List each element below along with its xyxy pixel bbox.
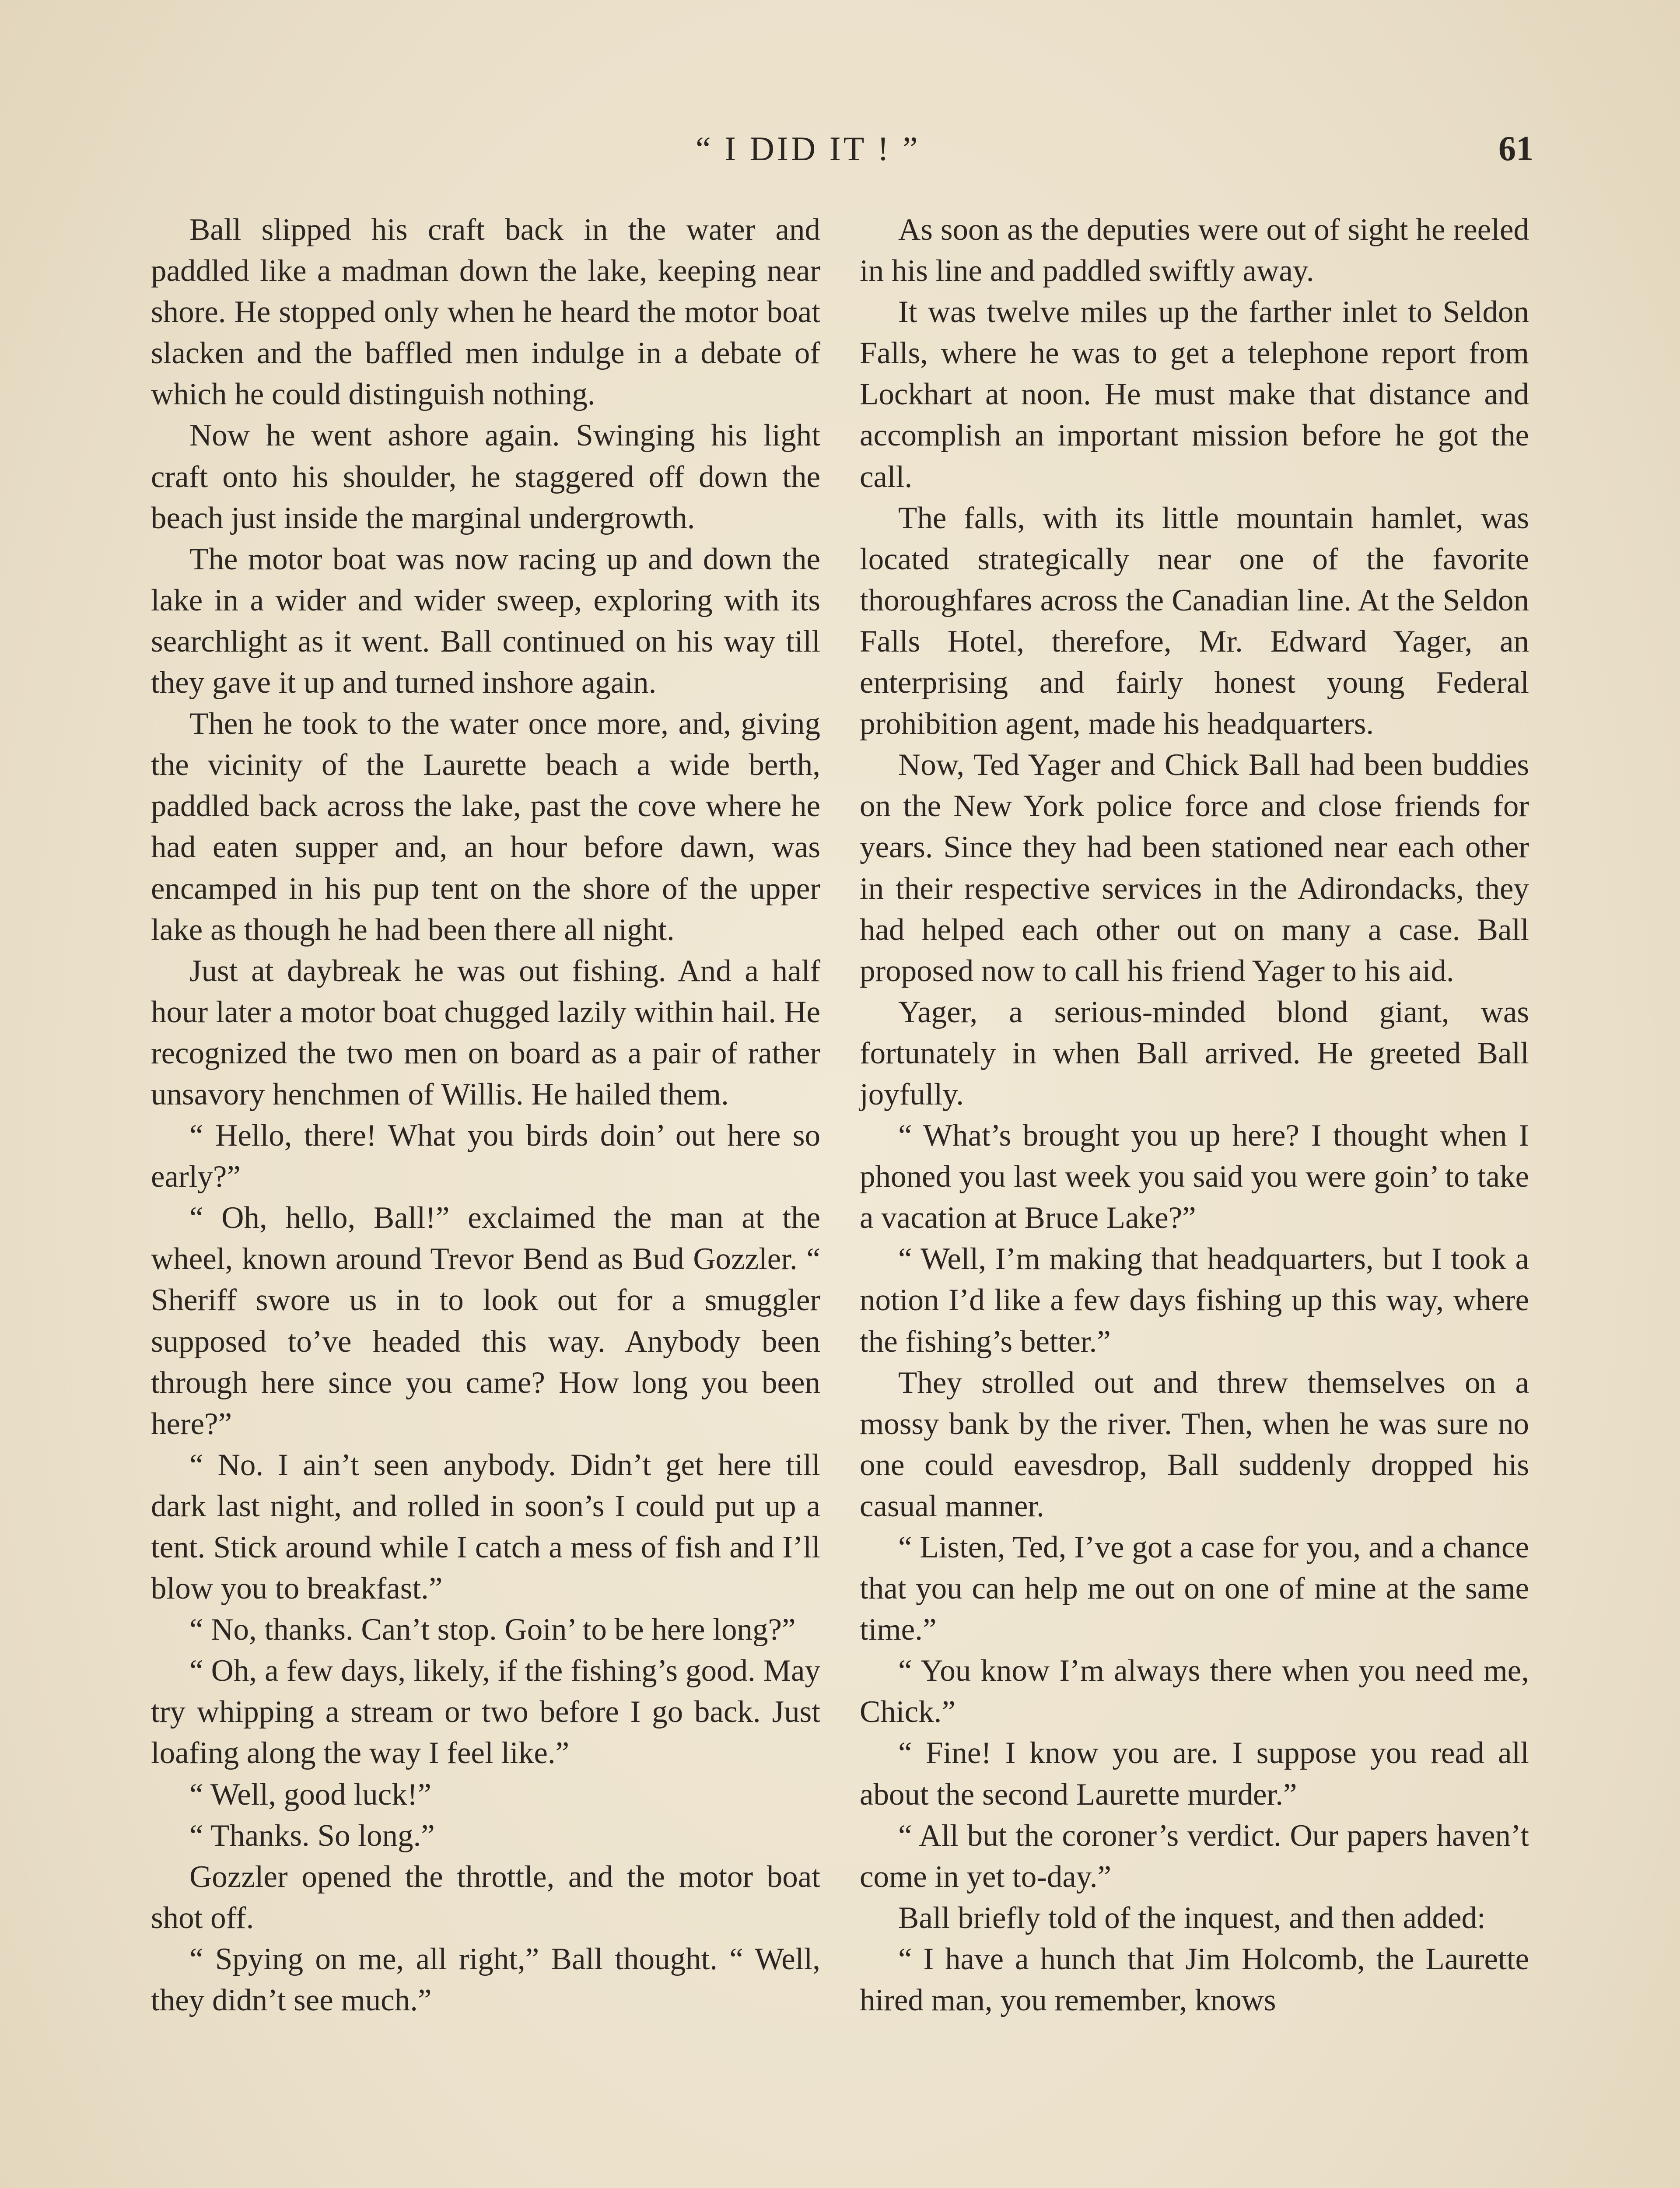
paragraph: Ball slipped his craft back in the water and paddled like a madman down the lake, keeping near shore. He stopped only when he heard the motor boat slacken and the baffled men indulge in a debate of which he could distinguish nothing. [151, 213, 820, 412]
paragraph: “ No, thanks. Can’t stop. Goin’ to be here long?” [189, 1613, 796, 1647]
paragraph: “ Fine! I know you are. I suppose you read all about the second Laurette murder.” [860, 1736, 1529, 1812]
paragraph: It was twelve miles up the farther inlet to Seldon Falls, where he was to get a telephone report from Lockhart at noon. He must make that distance and accomplish an important mission before he got the call. [860, 295, 1529, 494]
running-head: “ I DID IT ! ” [696, 130, 920, 168]
paragraph: They strolled out and threw themselves on a mossy bank by the river. Then, when he was sure no one could eavesdrop, Ball suddenly dropped his casual manner. [860, 1365, 1529, 1523]
paragraph: “ No. I ain’t seen anybody. Didn’t get here till dark last night, and rolled in soon’s I could put up a tent. Stick around while I catch a mess of fish and I’ll blow you to breakfast.” [151, 1448, 820, 1606]
paragraph: Yager, a serious-minded blond giant, was fortunately in when Ball arrived. He greeted Ball joyfully. [860, 995, 1529, 1112]
paragraph: “ All but the coroner’s verdict. Our papers haven’t come in yet to-day.” [860, 1818, 1529, 1894]
paragraph: “ Oh, a few days, likely, if the fishing’s good. May try whipping a stream or two before I go back. Just loafing along the way I feel like.” [151, 1654, 820, 1771]
paragraph: As soon as the deputies were out of sight he reeled in his line and paddled swiftly away. [860, 213, 1529, 288]
paragraph: “ Spying on me, all right,” Ball thought. “ Well, they didn’t see much.” [151, 1942, 820, 2018]
paragraph: “ I have a hunch that Jim Holcomb, the Laurette hired man, you remember, knows [860, 1942, 1529, 2018]
paragraph: “ Oh, hello, Ball!” exclaimed the man at the wheel, known around Trevor Bend as Bud Gozzler. “ Sheriff swore us in to look out for a smuggler supposed to’ve headed this way. Anybody been through here since you came? How long you been here?” [151, 1201, 820, 1441]
paragraph: Now, Ted Yager and Chick Ball had been buddies on the New York police force and close friends for years. Since they had been stationed near each other in their respective services in the Adirondacks, they had helped each other out on many a case. Ball proposed now to call his friend Yager to his aid. [860, 748, 1529, 988]
paragraph: Now he went ashore again. Swinging his light craft onto his shoulder, he staggered off down the beach just inside the marginal undergrowth. [151, 418, 820, 535]
paragraph: Ball briefly told of the inquest, and then added: [898, 1900, 1486, 1935]
paragraph: “ Hello, there! What you birds doin’ out here so early?” [151, 1119, 820, 1194]
page-number: 61 [1498, 130, 1533, 168]
paragraph: “ You know I’m always there when you need me, Chick.” [860, 1654, 1529, 1729]
paragraph: Then he took to the water once more, and, giving the vicinity of the Laurette beach a wide berth, paddled back across the lake, past the cove where he had eaten supper and, an hour before dawn, was encamped in his pup tent on the shore of the upper lake as though he had been there all night. [151, 707, 820, 947]
paragraph: “ What’s brought you up here? I thought when I phoned you last week you said you were goin’ to take a vacation at Bruce Lake?” [860, 1119, 1529, 1235]
right-text-column [860, 209, 1529, 2021]
paragraph: Just at daybreak he was out fishing. And a half hour later a motor boat chugged lazily within hail. He recognized the two men on board as a pair of rather unsavory henchmen of Willis. He hailed them. [151, 954, 820, 1112]
left-text-column [151, 209, 820, 2021]
page-header [0, 125, 1680, 173]
paragraph: Gozzler opened the throttle, and the motor boat shot off. [151, 1859, 820, 1935]
paragraph: “ Well, good luck!” [189, 1777, 431, 1812]
paragraph: “ Listen, Ted, I’ve got a case for you, and a chance that you can help me out on one of mine at the same time.” [860, 1530, 1529, 1647]
paragraph: “ Thanks. So long.” [189, 1818, 435, 1853]
paragraph: The motor boat was now racing up and down the lake in a wider and wider sweep, exploring with its searchlight as it went. Ball continued on his way till they gave it up and turned inshore again. [151, 542, 820, 700]
paragraph: “ Well, I’m making that headquarters, but I took a notion I’d like a few days fishing up this way, where the fishing’s better.” [860, 1242, 1529, 1359]
paragraph: The falls, with its little mountain hamlet, was located strategically near one of the favorite thoroughfares across the Canadian line. At the Seldon Falls Hotel, therefore, Mr. Edward Yager, an enterprising and fairly honest young Federal prohibition agent, made his headquarters. [860, 501, 1529, 741]
